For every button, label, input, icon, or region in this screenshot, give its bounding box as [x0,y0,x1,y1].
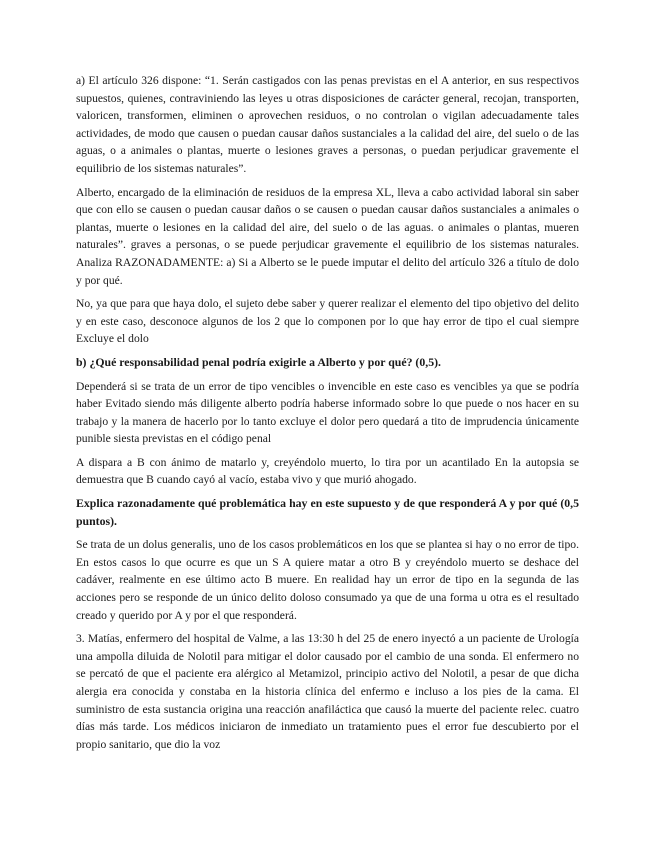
paragraph-article-326: a) El artículo 326 dispone: “1. Serán castigados con las penas previstas en el A anterior, en sus respectivos supuestos, quienes, contraviniendo las leyes u otras disposiciones de carácter general, recojan, transporten, valoricen, transformen, eliminen o aprovechen residuos, o no controlan o vigilan adecuadamente tales actividades, de modo que causen o puedan causar daños sustanciales a la calidad del aire, del suelo o de las aguas, o a animales o plantas, muerte o lesiones graves a personas, o puedan perjudicar gravemente el equilibrio de los sistemas naturales”. [76,74,579,175]
paragraph-answer-a: No, ya que para que haya dolo, el sujeto debe saber y querer realizar el elemento del tipo objetivo del delito y en este caso, desconoce algunos de los 2 que lo componen por lo que hay error de tipo el cual siempre Excluye el dolo [76,297,579,346]
paragraph-alberto-case: Alberto, encargado de la eliminación de residuos de la empresa XL, lleva a cabo actividad laboral sin saber que con ello se causen o puedan causar daños o se causen o puedan causar daños sustanciales a animales o plantas, muerte o lesiones en la calidad del aire, del suelo o de las aguas. o animales o plantas, mueren naturales”. graves a personas, o se puede perjudicar gravemente el equilibrio de los sistemas naturales. Analiza RAZONADAMENTE: a) Si a Alberto se le puede imputar el delito del artículo 326 a título de dolo y por qué. [76,185,579,287]
document-page [76,72,579,759]
paragraph-dolus-generalis: Se trata de un dolus generalis, uno de los casos problemáticos en los que se plantea si hay o no error de tipo. En estos casos lo que ocurre es que un S A quiere matar a otro B y creyéndolo muerto se deshace del cadáver, realmente en ese último acto B muere. En realidad hay un error de tipo en la segunda de las acciones pero se responde de un único delito doloso consumado ya que de una forma u otra es el resultado creado y querido por A y por el que responderá. [76,538,579,622]
paragraph-case-matias: 3. Matías, enfermero del hospital de Valme, a las 13:30 h del 25 de enero inyectó a un paciente de Urología una ampolla diluida de Nolotil para mitigar el dolor causado por el cambio de una sonda. El enfermero no se percató de que el paciente era alérgico al Metamizol, principio activo del Nolotil, a pesar de que dicha alergia era conocida y constaba en la historia clínica del enfermo e incluso a los pies de la cama. El suministro de esta sustancia origina una reacción anafiláctica que causó la muerte del paciente relec. cuatro días más tarde. Los médicos iniciaron de inmediato un tratamiento pues el error fue descubierto por el propio sanitario, que dio la voz [76,632,579,751]
paragraph-answer-b: Dependerá si se trata de un error de tipo vencibles o invencible en este caso es vencibles ya que se podría haber Evitado siendo más diligente alberto podría haberse informado sobre lo que puede o nos hacer en su trabajo y la manera de hacerlo por lo tanto excluye el dolor pero quedará a tito de imprudencia únicamente punible siesta previstas en el código penal [76,379,579,446]
question-heading-b: b) ¿Qué responsabilidad penal podría exigirle a Alberto y por qué? (0,5). [76,354,441,369]
question-heading-explica: Explica razonadamente qué problemática hay en este supuesto y de que responderá A y por qué (0,5 puntos). [76,496,579,528]
paragraph-case-a-b: A dispara a B con ánimo de matarlo y, creyéndolo muerto, lo tira por un acantilado En la autopsia se demuestra que B cuando cayó al vacío, estaba vivo y que murió ahogado. [76,455,579,487]
